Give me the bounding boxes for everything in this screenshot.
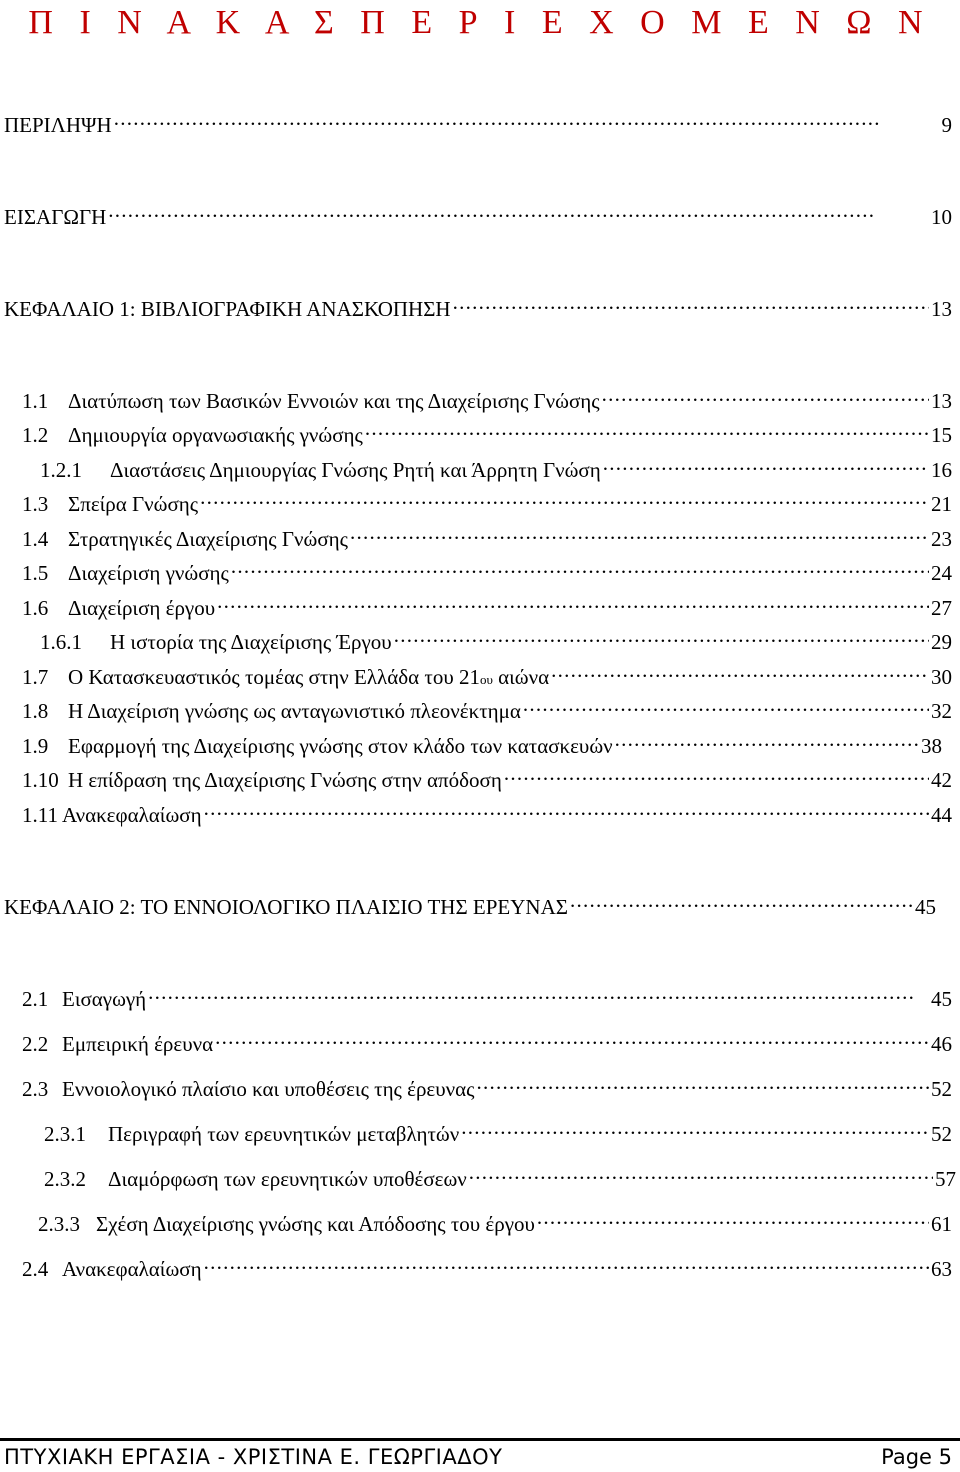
leader-dots: [114, 104, 940, 132]
toc-entry-label: Εισαγωγή: [62, 987, 147, 1011]
leader-dots: [365, 414, 929, 442]
toc-page-number: 30: [931, 665, 952, 689]
toc-entry-2-4[interactable]: [22, 1248, 952, 1281]
leader-dots: [504, 759, 929, 787]
toc-entry-number: 1.4: [22, 527, 49, 551]
toc-entry-1-7[interactable]: 1.7 Ο Κατασκευαστικός τομέας στην Ελλάδα του 21 ου αιώνα . . . 30: [22, 656, 952, 684]
leader-dots: [603, 449, 929, 477]
toc-entry-label: ΚΕΦΑΛΑΙΟ 1: ΒΙΒΛΙΟΓΡΑΦΙΚΗ ΑΝΑΣΚΟΠΗΣΗ: [4, 297, 451, 321]
leader-dots: [570, 886, 913, 914]
leader-dots: [148, 978, 929, 1006]
leader-dots: [231, 552, 929, 580]
toc-page-number: 52: [931, 1077, 952, 1101]
leader-dots: [215, 1023, 929, 1051]
leader-dots: [602, 380, 929, 408]
leader-dots: [350, 518, 929, 546]
toc-entry-label: Διαμόρφωση των ερευνητικών υποθέσεων: [108, 1167, 467, 1191]
toc-entry-label: Η ιστορία της Διαχείρισης Έργου: [110, 630, 392, 654]
toc-entry-number: 2.4: [22, 1257, 49, 1281]
leader-dots: [476, 1068, 929, 1096]
toc-entry-label: ΠΕΡΙΛΗΨΗ: [4, 113, 112, 137]
leader-dots: [217, 587, 929, 615]
toc-entry-abstract[interactable]: [4, 104, 952, 137]
toc-entry-1-9[interactable]: [22, 725, 942, 758]
toc-entry-1-11[interactable]: [22, 794, 952, 827]
leader-dots: [523, 690, 929, 718]
toc-page-number: 13: [931, 297, 952, 321]
toc-page-number: 10: [931, 205, 952, 229]
toc-entry-label: Η επίδραση της Διαχείρισης Γνώσης στην απόδοση: [68, 768, 502, 792]
toc-entry-2-3-2[interactable]: [44, 1158, 956, 1191]
toc-entry-number: 2.2: [22, 1032, 49, 1056]
toc-entry-label: Διαχείριση γνώσης: [68, 561, 229, 585]
toc-page-number: 16: [931, 458, 952, 482]
toc-entry-number: 1.2: [22, 423, 49, 447]
toc-page-number: 42: [931, 768, 952, 792]
leader-dots: [537, 1203, 929, 1231]
toc-entry-number: 1.7: [22, 665, 49, 689]
leader-dots: [615, 725, 919, 753]
toc-entry-label: Η Διαχείριση γνώσης ως ανταγωνιστικό πλεονέκτημα: [68, 699, 521, 723]
toc-entry-1-4[interactable]: [22, 518, 952, 551]
toc-entry-label: Δημιουργία οργανωσιακής γνώσης: [68, 423, 363, 447]
toc-page-number: 15: [931, 423, 952, 447]
toc-page-number: 52: [931, 1122, 952, 1146]
toc-entry-number: 1.1: [22, 389, 49, 413]
toc-page-number: 61: [931, 1212, 952, 1236]
toc-page-number: 13: [931, 389, 952, 413]
toc-entry-2-3-3[interactable]: [38, 1203, 952, 1236]
toc-entry-number: 1.2.1: [40, 458, 82, 482]
toc-entry-label: Εφαρμογή της Διαχείρισης γνώσης στον κλάδο των κατασκευών: [68, 734, 613, 758]
toc-entry-1-10[interactable]: [22, 759, 952, 792]
leader-dots: [394, 621, 929, 649]
toc-entry-label: Ο Κατασκευαστικός τομέας στην Ελλάδα του 21: [68, 665, 480, 689]
toc-entry-number: 2.3.3: [38, 1212, 80, 1236]
footer-divider: [0, 1438, 960, 1441]
toc-page-number: 46: [931, 1032, 952, 1056]
footer-author: ΠΤΥΧΙΑΚΗ ΕΡΓΑΣΙΑ - ΧΡΙΣΤΙΝΑ Ε. ΓΕΩΡΓΙΑΔΟΥ: [4, 1445, 503, 1469]
leader-dots: [204, 1248, 929, 1276]
footer-page-number: Page 5: [881, 1445, 952, 1469]
toc-page-number: 27: [931, 596, 952, 620]
toc-entry-number: 1.5: [22, 561, 49, 585]
toc-entry-label: ΕΙΣΑΓΩΓΗ: [4, 205, 107, 229]
toc-page-number: 45: [915, 895, 936, 919]
toc-page-number: 21: [931, 492, 952, 516]
toc-entry-number: 1.9: [22, 734, 49, 758]
toc-entry-label: Ανακεφαλαίωση: [62, 803, 202, 827]
toc-entry-number: 2.1: [22, 987, 49, 1011]
toc-entry-label: Διατύπωση των Βασικών Εννοιών και της Διαχείρισης Γνώσης: [68, 389, 600, 413]
toc-page-number: 29: [931, 630, 952, 654]
toc-entry-1-6[interactable]: [22, 587, 952, 620]
toc-entry-2-2[interactable]: [22, 1023, 952, 1056]
toc-page-number: 38: [921, 734, 942, 758]
toc-entry-label: Εμπειρική έρευνα: [62, 1032, 214, 1056]
toc-entry-number: 2.3.2: [44, 1167, 86, 1191]
toc-entry-label: Διαστάσεις Δημιουργίας Γνώσης Ρητή και Άρρητη Γνώση: [110, 458, 601, 482]
toc-entry-1-2[interactable]: [22, 414, 952, 447]
toc-entry-label: ΚΕΦΑΛΑΙΟ 2: ΤΟ ΕΝΝΟΙΟΛΟΓΙΚΟ ΠΛΑΙΣΙΟ ΤΗΣ ΕΡΕΥΝΑΣ: [4, 895, 568, 919]
leader-dots: [469, 1158, 933, 1186]
leader-dots: [204, 794, 929, 822]
toc-entry-label: Εννοιολογικό πλαίσιο και υποθέσεις της έρευνας: [62, 1077, 475, 1101]
toc-entry-2-3[interactable]: [22, 1068, 952, 1101]
toc-page-number: 45: [931, 987, 952, 1011]
toc-entry-number: 1.3: [22, 492, 49, 516]
toc-entry-2-3-1[interactable]: [44, 1113, 952, 1146]
toc-entry-label: Σχέση Διαχείρισης γνώσης και Απόδοσης του έργου: [96, 1212, 535, 1236]
toc-entry-1-2-1[interactable]: [40, 449, 952, 482]
toc-entry-1-1[interactable]: [22, 380, 952, 413]
toc-entry-1-5[interactable]: [22, 552, 952, 585]
toc-title: Π Ι Ν Α Κ Α Σ Π Ε Ρ Ι Ε Χ Ο Μ Ε Ν Ω Ν: [28, 4, 932, 41]
leader-dots: [200, 483, 929, 511]
toc-page-number: 63: [931, 1257, 952, 1281]
toc-page-number: 57: [935, 1167, 956, 1191]
toc-entry-number: 1.10: [22, 768, 59, 792]
toc-entry-introduction[interactable]: [4, 196, 952, 229]
toc-entry-number: 2.3.1: [44, 1122, 86, 1146]
toc-entry-1-3[interactable]: [22, 483, 952, 516]
toc-page-number: 44: [931, 803, 952, 827]
toc-entry-2-1[interactable]: [22, 978, 952, 1011]
leader-dots: [551, 656, 929, 684]
toc-entry-number: 2.3: [22, 1077, 49, 1101]
toc-page-number: 23: [931, 527, 952, 551]
toc-entry-number: 1.11: [22, 803, 58, 827]
leader-dots: [108, 196, 929, 224]
toc-page-number: 24: [931, 561, 952, 585]
toc-page-number: 32: [931, 699, 952, 723]
toc-page-number: 9: [941, 113, 952, 137]
toc-entry-1-8[interactable]: [22, 690, 952, 723]
toc-entry-label: Ανακεφαλαίωση: [62, 1257, 202, 1281]
toc-entry-label: Στρατηγικές Διαχείρισης Γνώσης: [68, 527, 348, 551]
toc-entry-chapter-2[interactable]: [4, 886, 936, 919]
toc-entry-label: Σπείρα Γνώσης: [68, 492, 199, 516]
toc-entry-label-continued: αιώνα: [492, 665, 550, 689]
page-footer: [0, 1442, 960, 1472]
toc-entry-number: 1.8: [22, 699, 49, 723]
leader-dots: [453, 288, 929, 316]
leader-dots: [461, 1113, 929, 1141]
toc-entry-1-6-1[interactable]: [40, 621, 952, 654]
toc-entry-label: Διαχείριση έργου: [68, 596, 216, 620]
toc-entry-chapter-1[interactable]: [4, 288, 952, 321]
toc-entry-number: 1.6: [22, 596, 49, 620]
toc-entry-label: Περιγραφή των ερευνητικών μεταβλητών: [108, 1122, 460, 1146]
toc-entry-number: 1.6.1: [40, 630, 82, 654]
